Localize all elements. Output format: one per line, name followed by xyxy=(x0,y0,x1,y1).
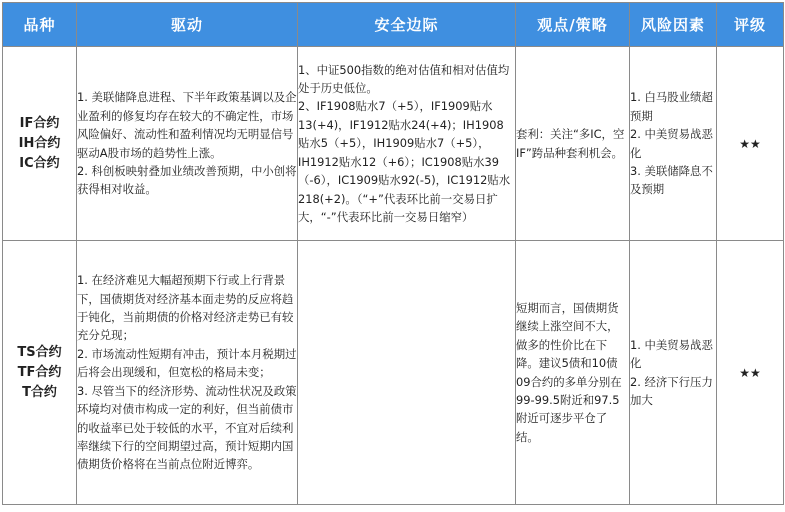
variety-line: TS合约 xyxy=(17,344,62,360)
rating-stars: ★★ xyxy=(717,241,784,505)
variety-line: IC合约 xyxy=(19,155,60,171)
header-drivers: 驱动 xyxy=(77,3,298,47)
header-rating: 评级 xyxy=(717,3,784,47)
header-risk-factors: 风险因素 xyxy=(630,3,717,47)
risk-cell xyxy=(630,241,717,505)
header-safety-margin: 安全边际 xyxy=(298,3,516,47)
driver-paragraph: 2. 科创板映射叠加业绩改善预期，中小创将获得相对收益。 xyxy=(77,163,297,197)
variety-line: IF合约 xyxy=(19,115,60,131)
variety-line: T合约 xyxy=(22,384,57,400)
variety-cell xyxy=(3,241,77,505)
table-row xyxy=(3,47,784,241)
margin-paragraph: 1、中证500指数的绝对估值和相对估值均处于历史低位。 xyxy=(298,62,510,96)
variety-cell xyxy=(3,47,77,241)
strategy-cell xyxy=(516,241,630,505)
drivers-cell xyxy=(77,241,298,505)
risk-item: 1. 中美贸易战恶化 xyxy=(630,337,713,371)
futures-strategy-table xyxy=(2,2,784,505)
risk-item: 2. 中美贸易战恶化 xyxy=(630,127,713,160)
header-view-strategy: 观点/策略 xyxy=(516,3,630,47)
table-row xyxy=(3,241,784,505)
variety-line: IH合约 xyxy=(18,135,61,151)
safety-margin-cell xyxy=(298,47,516,241)
driver-paragraph: 1. 在经济难见大幅超预期下行或上行背景下，国债期货对经济基本面走势的反应将趋于钝化，当前期债的价格对经济走势已有较充分兑现； xyxy=(77,273,294,343)
driver-paragraph: 2. 市场流动性短期有冲击，预计本月税期过后将会出现缓和，但宽松的格局未变； xyxy=(77,346,297,380)
drivers-cell xyxy=(77,47,298,241)
variety-line: TF合约 xyxy=(17,364,62,380)
strategy-cell xyxy=(516,47,630,241)
risk-item: 3. 美联储降息不及预期 xyxy=(630,163,713,197)
risk-item: 2. 经济下行压力加大 xyxy=(630,374,713,407)
strategy-text: 短期而言，国债期货继续上涨空间不大，做多的性价比在下降。建议5债和10债09合约的多单分别在99-99.5附近和97.5附近可逐步平仓了结。 xyxy=(516,300,622,444)
driver-paragraph: 3. 尽管当下的经济形势、流动性状况及政策环境均对债市构成一定的利好，但当前债市的收益率已处于较低的水平，不宜对后续利率继续下行的空间期望过高，预计短期内国债期货价格将在当前点位附近博弈。 xyxy=(77,383,297,472)
table-header-row xyxy=(3,3,784,47)
risk-cell xyxy=(630,47,717,241)
header-variety: 品种 xyxy=(3,3,77,47)
strategy-text: 套利：关注“多IC，空IF”跨品种套利机会。 xyxy=(516,127,625,160)
margin-paragraph: 2、IF1908贴水7（+5），IF1909贴水13(+4)，IF1912贴水24(+4)；IH1908贴水5（+5），IH1909贴水7（+5），IH1912贴水12（+6）；IC1908贴水39（-6），IC1909贴水92(-5)，IC1912贴水218(+2)。（“+”代表环比前一交易日扩大，“-”代表环比前一交易日缩窄） xyxy=(298,99,511,224)
safety-margin-cell xyxy=(298,241,516,505)
rating-stars: ★★ xyxy=(717,47,784,241)
risk-item: 1. 白马股业绩超预期 xyxy=(630,90,713,123)
driver-paragraph: 1. 美联储降息进程、下半年政策基调以及企业盈利的修复均存在较大的不确定性，市场风险偏好、流动性和盈利情况均无明显信号驱动A股市场的趋势性上涨。 xyxy=(77,90,297,160)
